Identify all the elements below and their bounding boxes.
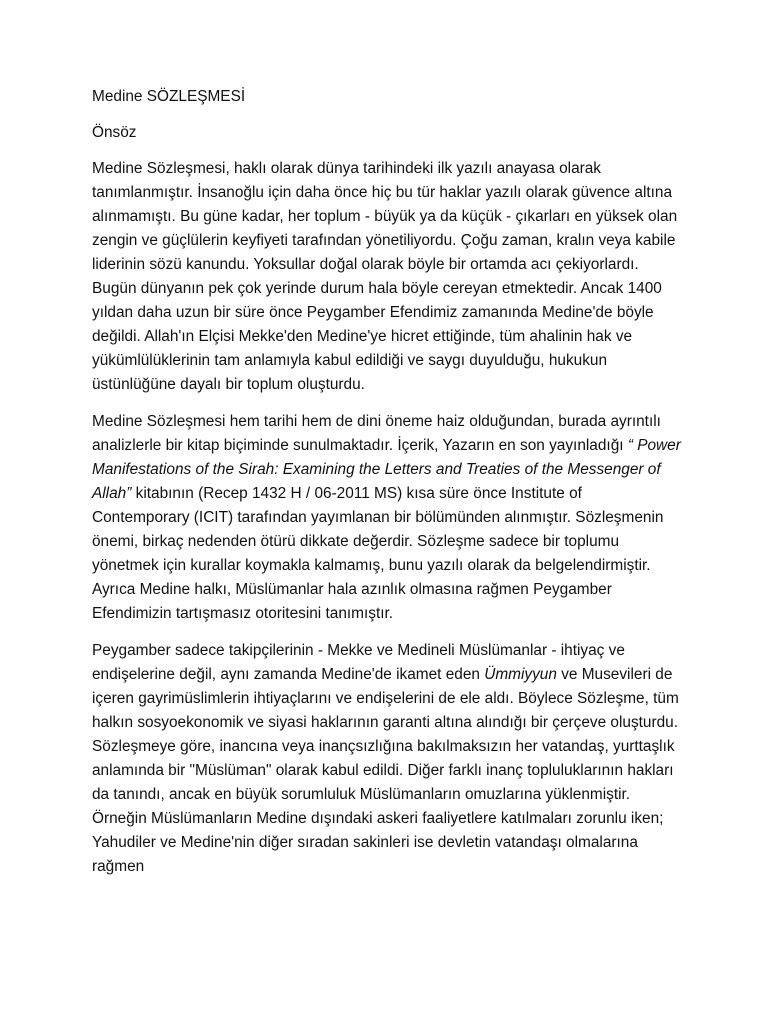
- paragraph-2: [92, 410, 682, 626]
- document-title: Medine SÖZLEŞMESİ: [92, 88, 246, 105]
- paragraph-3-text-b: ve Musevileri de içeren gayrimüslimlerin ihtiyaçlarını ve endişelerini de ele aldı. Böylece Sözleşme, tüm halkın sosyoekonomik ve siyasi haklarının garanti altına alındığı bir çerçeve oluşturdu. Sözleşmeye göre, inancına veya inançsızlığına bakılmaksızın her vatandaş, yurttaşlık anlamında bir "Müslüman" olarak kabul edildi. Diğer farklı inanç topluluklarının hakları da tanındı, ancak en büyük sorumluluk Müslümanların omuzlarına yüklenmiştir. Örneğin Müslümanların Medine dışındaki askeri faaliyetlere katılmaları zorunlu iken; Yahudiler ve Medine'nin diğer sıradan sakinleri ise devletin vatandaşı olmalarına rağmen: [92, 666, 679, 875]
- book-title: “ Power Manifestations of the Sirah: Examining the Letters and Treaties of the Messenger of Allah”: [92, 437, 681, 502]
- paragraph-2-text-a: Medine Sözleşmesi hem tarihi hem de dini öneme haiz olduğundan, burada ayrıntılı analizlerle bir kitap biçiminde sunulmaktadır. İçerik, Yazarın en son yayınladığı: [92, 413, 661, 454]
- paragraph-3: [92, 639, 682, 879]
- document-body: [92, 85, 682, 892]
- preface-heading: Önsöz: [92, 124, 137, 141]
- paragraph-3-text-a: Peygamber sadece takipçilerinin - Mekke ve Medineli Müslümanlar - ihtiyaç ve endişelerine değil, aynı zamanda Medine'de ikamet eden: [92, 642, 625, 683]
- paragraph-1: Medine Sözleşmesi, haklı olarak dünya tarihindeki ilk yazılı anayasa olarak tanımlanmıştır. İnsanoğlu için daha önce hiç bu tür haklar yazılı olarak güvence altına alınmamıştı. Bu güne kadar, her toplum - büyük ya da küçük - çıkarları en yüksek olan zengin ve güçlülerin keyfiyeti tarafından yönetiliyordu. Çoğu zaman, kralın veya kabile liderinin sözü kanundu. Yoksullar doğal olarak böyle bir ortamda acı çekiyorlardı. Bugün dünyanın pek çok yerinde durum hala böyle cereyan etmektedir. Ancak 1400 yıldan daha uzun bir süre önce Peygamber Efendimiz zamanında Medine'de böyle değildi. Allah'ın Elçisi Mekke'den Medine'ye hicret ettiğinde, tüm ahalinin hak ve yükümlülüklerinin tam anlamıyla kabul edildiği ve saygı duyulduğu, hukukun üstünlüğüne dayalı bir toplum oluşturdu.: [92, 160, 678, 393]
- italic-term: Ümmiyyun: [484, 666, 557, 683]
- paragraph-2-text-b: kitabının (Recep 1432 H / 06-2011 MS) kısa süre önce Institute of Contemporary (ICIT) tarafından yayımlanan bir bölümünden alınmıştır. Sözleşmenin önemi, birkaç nedenden ötürü dikkate değerdir. Sözleşme sadece bir toplumu yönetmek için kurallar koymakla kalmamış, bunu yazılı olarak da belgelendirmiştir. Ayrıca Medine halkı, Müslümanlar hala azınlık olmasına rağmen Peygamber Efendimizin tartışmasız otoritesini tanımıştır.: [92, 485, 664, 622]
